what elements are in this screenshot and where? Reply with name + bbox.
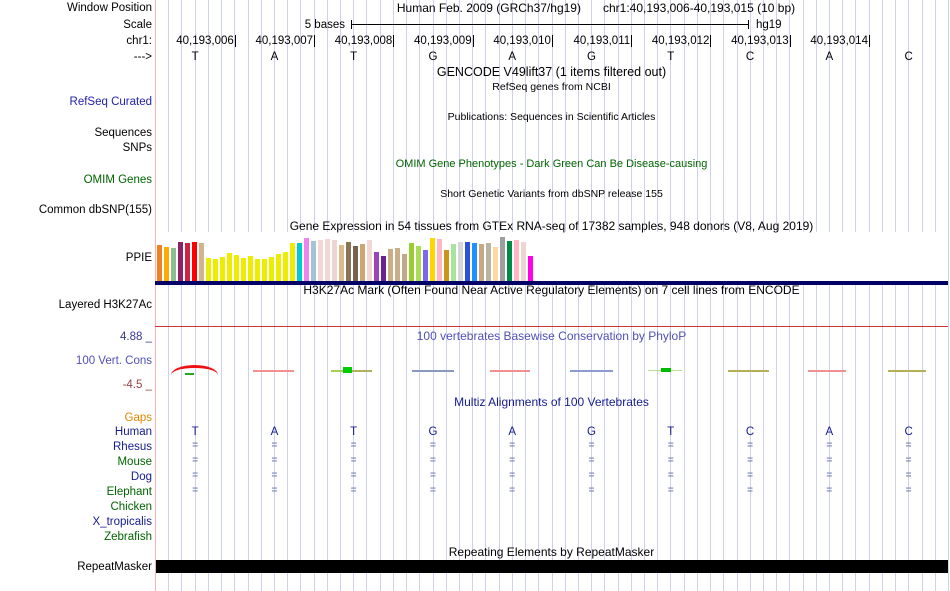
multiz-align-mark: = bbox=[350, 485, 357, 496]
scale-bar bbox=[351, 20, 749, 29]
multiz-align-mark: = bbox=[430, 485, 436, 496]
sequence-base: T bbox=[667, 51, 675, 63]
track-label-elephant[interactable]: Elephant bbox=[106, 486, 152, 498]
gtex-bar[interactable] bbox=[241, 258, 246, 281]
multiz-align-mark: = bbox=[192, 455, 199, 466]
gtex-bar[interactable] bbox=[346, 242, 351, 281]
gtex-bar[interactable] bbox=[444, 250, 449, 281]
multiz-align-mark: = bbox=[747, 485, 753, 496]
multiz-align-mark: = bbox=[509, 470, 516, 481]
phylop-mark bbox=[253, 370, 294, 372]
multiz-align-mark: = bbox=[509, 440, 516, 451]
sequence-base: A bbox=[825, 51, 834, 63]
gtex-bar[interactable] bbox=[199, 243, 204, 281]
multiz-align-mark: = bbox=[747, 455, 753, 466]
gtex-bar[interactable] bbox=[465, 242, 470, 281]
gtex-bar[interactable] bbox=[493, 247, 498, 281]
gtex-bar[interactable] bbox=[220, 257, 225, 281]
gtex-bar[interactable] bbox=[164, 247, 169, 281]
gtex-bar[interactable] bbox=[234, 255, 239, 281]
track-label-rhesus[interactable]: Rhesus bbox=[113, 441, 152, 453]
phylop-mark bbox=[412, 370, 454, 372]
gtex-bar[interactable] bbox=[430, 238, 435, 281]
multiz-align-mark: = bbox=[588, 455, 595, 466]
track-label-100-vert-cons[interactable]: 100 Vert. Cons bbox=[75, 355, 152, 367]
phylop-mark bbox=[808, 370, 846, 372]
multiz-human-base: A bbox=[270, 426, 279, 438]
track-title-refseq-genes-from-ncbi[interactable]: RefSeq genes from NCBI bbox=[492, 81, 611, 93]
gtex-bar[interactable] bbox=[318, 240, 323, 281]
phylop-mark bbox=[490, 370, 530, 372]
track-label-layered-h3k27ac[interactable]: Layered H3K27Ac bbox=[58, 299, 152, 311]
track-label-: ---> bbox=[133, 51, 152, 63]
multiz-human-base: C bbox=[745, 426, 755, 438]
gtex-bar[interactable] bbox=[255, 259, 260, 281]
track-label-4-88: 4.88 _ bbox=[120, 331, 152, 343]
multiz-align-mark: = bbox=[350, 440, 357, 451]
gtex-bar[interactable] bbox=[213, 259, 218, 281]
multiz-align-mark: = bbox=[192, 470, 199, 481]
gtex-bar[interactable] bbox=[507, 241, 512, 281]
phylop-mark bbox=[352, 370, 372, 372]
gtex-bar[interactable] bbox=[262, 259, 267, 281]
track-label-human[interactable]: Human bbox=[114, 426, 152, 438]
coordinate-label: 40,193,014 bbox=[793, 35, 870, 47]
phylop-mark bbox=[570, 370, 613, 372]
multiz-human-base: T bbox=[350, 426, 358, 438]
multiz-align-mark: = bbox=[905, 440, 912, 451]
multiz-align-mark: = bbox=[192, 485, 199, 496]
h3k27ac-baseline bbox=[155, 326, 948, 327]
gtex-bar[interactable] bbox=[353, 246, 358, 281]
multiz-align-mark: = bbox=[271, 455, 278, 466]
multiz-align-mark: = bbox=[430, 440, 436, 451]
sequence-base: C bbox=[904, 51, 913, 63]
multiz-human-base: A bbox=[508, 426, 517, 438]
gridline bbox=[948, 0, 949, 591]
multiz-align-mark: = bbox=[667, 485, 674, 496]
sequence-base: G bbox=[428, 51, 438, 63]
gtex-bar[interactable] bbox=[472, 243, 477, 281]
phylop-mark bbox=[343, 367, 352, 373]
multiz-human-base: T bbox=[191, 426, 199, 438]
coordinate-label: 40,193,008 bbox=[317, 35, 394, 47]
gtex-bar[interactable] bbox=[192, 242, 197, 281]
gtex-bar[interactable] bbox=[185, 243, 190, 281]
gtex-bar[interactable] bbox=[381, 256, 386, 281]
multiz-align-mark: = bbox=[905, 485, 912, 496]
multiz-align-mark: = bbox=[826, 470, 833, 481]
track-label-repeatmasker[interactable]: RepeatMasker bbox=[77, 561, 152, 573]
gtex-bar[interactable] bbox=[248, 256, 253, 281]
multiz-align-mark: = bbox=[826, 440, 833, 451]
track-label-gaps[interactable]: Gaps bbox=[124, 412, 152, 424]
coordinate-label: 40,193,009 bbox=[397, 35, 474, 47]
sequence-base: T bbox=[350, 51, 358, 63]
gtex-bar[interactable] bbox=[486, 243, 491, 281]
gtex-bar[interactable] bbox=[332, 240, 337, 281]
repeatmasker-element-bar[interactable] bbox=[156, 560, 948, 573]
track-title-h3k27ac-mark-often-found-near-active-reg[interactable]: H3K27Ac Mark (Often Found Near Active Regulatory Elements) on 7 cell lines from ENCODE bbox=[303, 283, 800, 297]
multiz-align-mark: = bbox=[350, 455, 357, 466]
multiz-align-mark: = bbox=[826, 455, 833, 466]
multiz-align-mark: = bbox=[905, 455, 912, 466]
coordinate-label: 40,193,010 bbox=[476, 35, 553, 47]
track-label-scale: Scale bbox=[123, 19, 152, 31]
multiz-align-mark: = bbox=[271, 485, 278, 496]
track-label-chr1: chr1: bbox=[126, 35, 152, 47]
gtex-bar[interactable] bbox=[528, 256, 533, 281]
scale-bar-label: 5 bases bbox=[304, 19, 345, 31]
track-label-zebrafish[interactable]: Zebrafish bbox=[104, 531, 152, 543]
multiz-human-base: T bbox=[667, 426, 675, 438]
position-range: chr1:40,193,006-40,193,015 (10 bp) bbox=[602, 1, 796, 15]
multiz-align-mark: = bbox=[430, 455, 436, 466]
sequence-base: A bbox=[508, 51, 517, 63]
gtex-bar[interactable] bbox=[416, 246, 421, 281]
sequence-base: C bbox=[745, 51, 755, 63]
phylop-mark bbox=[888, 370, 926, 372]
gtex-bar[interactable] bbox=[388, 249, 393, 281]
track-label-ppie[interactable]: PPIE bbox=[125, 252, 152, 264]
window-position-header bbox=[244, 2, 948, 14]
phylop-mark bbox=[185, 373, 194, 375]
gtex-bar[interactable] bbox=[451, 244, 456, 281]
multiz-align-mark: = bbox=[667, 455, 674, 466]
multiz-align-mark: = bbox=[509, 455, 516, 466]
gtex-bar[interactable] bbox=[325, 239, 330, 281]
gtex-bar[interactable] bbox=[402, 254, 407, 281]
multiz-human-base: C bbox=[904, 426, 913, 438]
track-label-window-position: Window Position bbox=[66, 2, 152, 14]
track-title-100-vertebrates-basewise-conservation-by[interactable]: 100 vertebrates Basewise Conservation by PhyloP bbox=[416, 329, 687, 343]
multiz-align-mark: = bbox=[747, 470, 753, 481]
gtex-bar[interactable] bbox=[367, 240, 372, 281]
track-title-short-genetic-variants-from-dbsnp-releas[interactable]: Short Genetic Variants from dbSNP release 155 bbox=[440, 188, 663, 200]
gtex-bar[interactable] bbox=[423, 250, 428, 281]
multiz-human-base: G bbox=[428, 426, 438, 438]
track-label-dog[interactable]: Dog bbox=[130, 471, 152, 483]
genome-version-label: hg19 bbox=[756, 19, 782, 31]
gtex-bar[interactable] bbox=[360, 244, 365, 281]
phylop-peak-mark bbox=[171, 365, 218, 375]
multiz-align-mark: = bbox=[192, 440, 199, 451]
gtex-bar[interactable] bbox=[304, 238, 309, 281]
gtex-bar[interactable] bbox=[409, 243, 414, 281]
multiz-align-mark: = bbox=[667, 470, 674, 481]
sequence-base: G bbox=[587, 51, 596, 63]
scale-bar-line bbox=[352, 24, 748, 25]
gtex-bar[interactable] bbox=[290, 243, 295, 281]
multiz-align-mark: = bbox=[271, 440, 278, 451]
track-title-gencode-v49lift37-1-items-filtered-out[interactable]: GENCODE V49lift37 (1 items filtered out) bbox=[436, 65, 667, 79]
gtex-bar[interactable] bbox=[178, 242, 183, 281]
gtex-bar[interactable] bbox=[374, 252, 379, 281]
gtex-bar[interactable] bbox=[171, 248, 176, 281]
gtex-bar[interactable] bbox=[521, 242, 526, 281]
coordinate-label: 40,193,007 bbox=[238, 35, 315, 47]
sequence-base: T bbox=[191, 51, 199, 63]
track-title-gene-expression-in-54-tissues-from-gtex-[interactable]: Gene Expression in 54 tissues from GTEx RNA-seq of 17382 samples, 948 donors (V8, Aug 2019) bbox=[289, 219, 814, 233]
track-label-sequences[interactable]: Sequences bbox=[94, 127, 152, 139]
gtex-bar[interactable] bbox=[297, 243, 302, 281]
multiz-human-base: A bbox=[825, 426, 834, 438]
track-label-mouse[interactable]: Mouse bbox=[117, 456, 152, 468]
track-title-publications-sequences-in-scientific-art[interactable]: Publications: Sequences in Scientific Articles bbox=[447, 111, 656, 123]
phylop-mark bbox=[661, 368, 671, 372]
gtex-bar[interactable] bbox=[311, 241, 316, 281]
multiz-align-mark: = bbox=[826, 485, 833, 496]
gtex-bar[interactable] bbox=[437, 239, 442, 281]
multiz-align-mark: = bbox=[588, 470, 595, 481]
gtex-bar[interactable] bbox=[500, 237, 505, 281]
multiz-align-mark: = bbox=[667, 440, 674, 451]
sequence-base: A bbox=[270, 51, 279, 63]
multiz-align-mark: = bbox=[350, 470, 357, 481]
track-title-multiz-alignments-of-100-vertebrates[interactable]: Multiz Alignments of 100 Vertebrates bbox=[454, 395, 649, 409]
gtex-bar[interactable] bbox=[395, 248, 400, 281]
multiz-human-base: G bbox=[587, 426, 596, 438]
coordinate-label: 40,193,011 bbox=[555, 35, 632, 47]
multiz-align-mark: = bbox=[271, 470, 278, 481]
multiz-align-mark: = bbox=[588, 485, 595, 496]
gtex-bar[interactable] bbox=[276, 254, 281, 281]
gtex-bar[interactable] bbox=[206, 258, 211, 281]
coordinate-label: 40,193,012 bbox=[634, 35, 711, 47]
gtex-bar[interactable] bbox=[479, 244, 484, 281]
track-label-omim-genes[interactable]: OMIM Genes bbox=[83, 174, 152, 186]
gtex-bar[interactable] bbox=[157, 245, 162, 281]
multiz-align-mark: = bbox=[430, 470, 436, 481]
coordinate-label: 40,193,006 bbox=[159, 35, 236, 47]
assembly-title: Human Feb. 2009 (GRCh37/hg19) bbox=[396, 1, 581, 15]
track-label-snps[interactable]: SNPs bbox=[122, 142, 152, 154]
multiz-align-mark: = bbox=[747, 440, 753, 451]
track-label-x-tropicalis[interactable]: X_tropicalis bbox=[92, 516, 152, 528]
gtex-bar[interactable] bbox=[514, 240, 519, 281]
track-label-4-5: -4.5 _ bbox=[122, 379, 152, 391]
gtex-bar[interactable] bbox=[339, 245, 344, 281]
gtex-bar[interactable] bbox=[458, 242, 463, 281]
track-label-refseq-curated[interactable]: RefSeq Curated bbox=[69, 96, 152, 108]
track-label-chicken[interactable]: Chicken bbox=[110, 501, 152, 513]
gtex-bar[interactable] bbox=[227, 253, 232, 281]
multiz-align-mark: = bbox=[509, 485, 516, 496]
gtex-bar[interactable] bbox=[283, 252, 288, 281]
track-title-omim-gene-phenotypes-dark-green-can-be-d[interactable]: OMIM Gene Phenotypes - Dark Green Can Be Disease-causing bbox=[395, 158, 708, 170]
phylop-mark bbox=[728, 370, 769, 372]
gtex-bar[interactable] bbox=[269, 257, 274, 281]
multiz-align-mark: = bbox=[905, 470, 912, 481]
coordinate-label: 40,193,013 bbox=[714, 35, 791, 47]
track-label-common-dbsnp-155[interactable]: Common dbSNP(155) bbox=[38, 204, 152, 216]
multiz-align-mark: = bbox=[588, 440, 595, 451]
track-title-repeating-elements-by-repeatmasker[interactable]: Repeating Elements by RepeatMasker bbox=[448, 545, 655, 559]
